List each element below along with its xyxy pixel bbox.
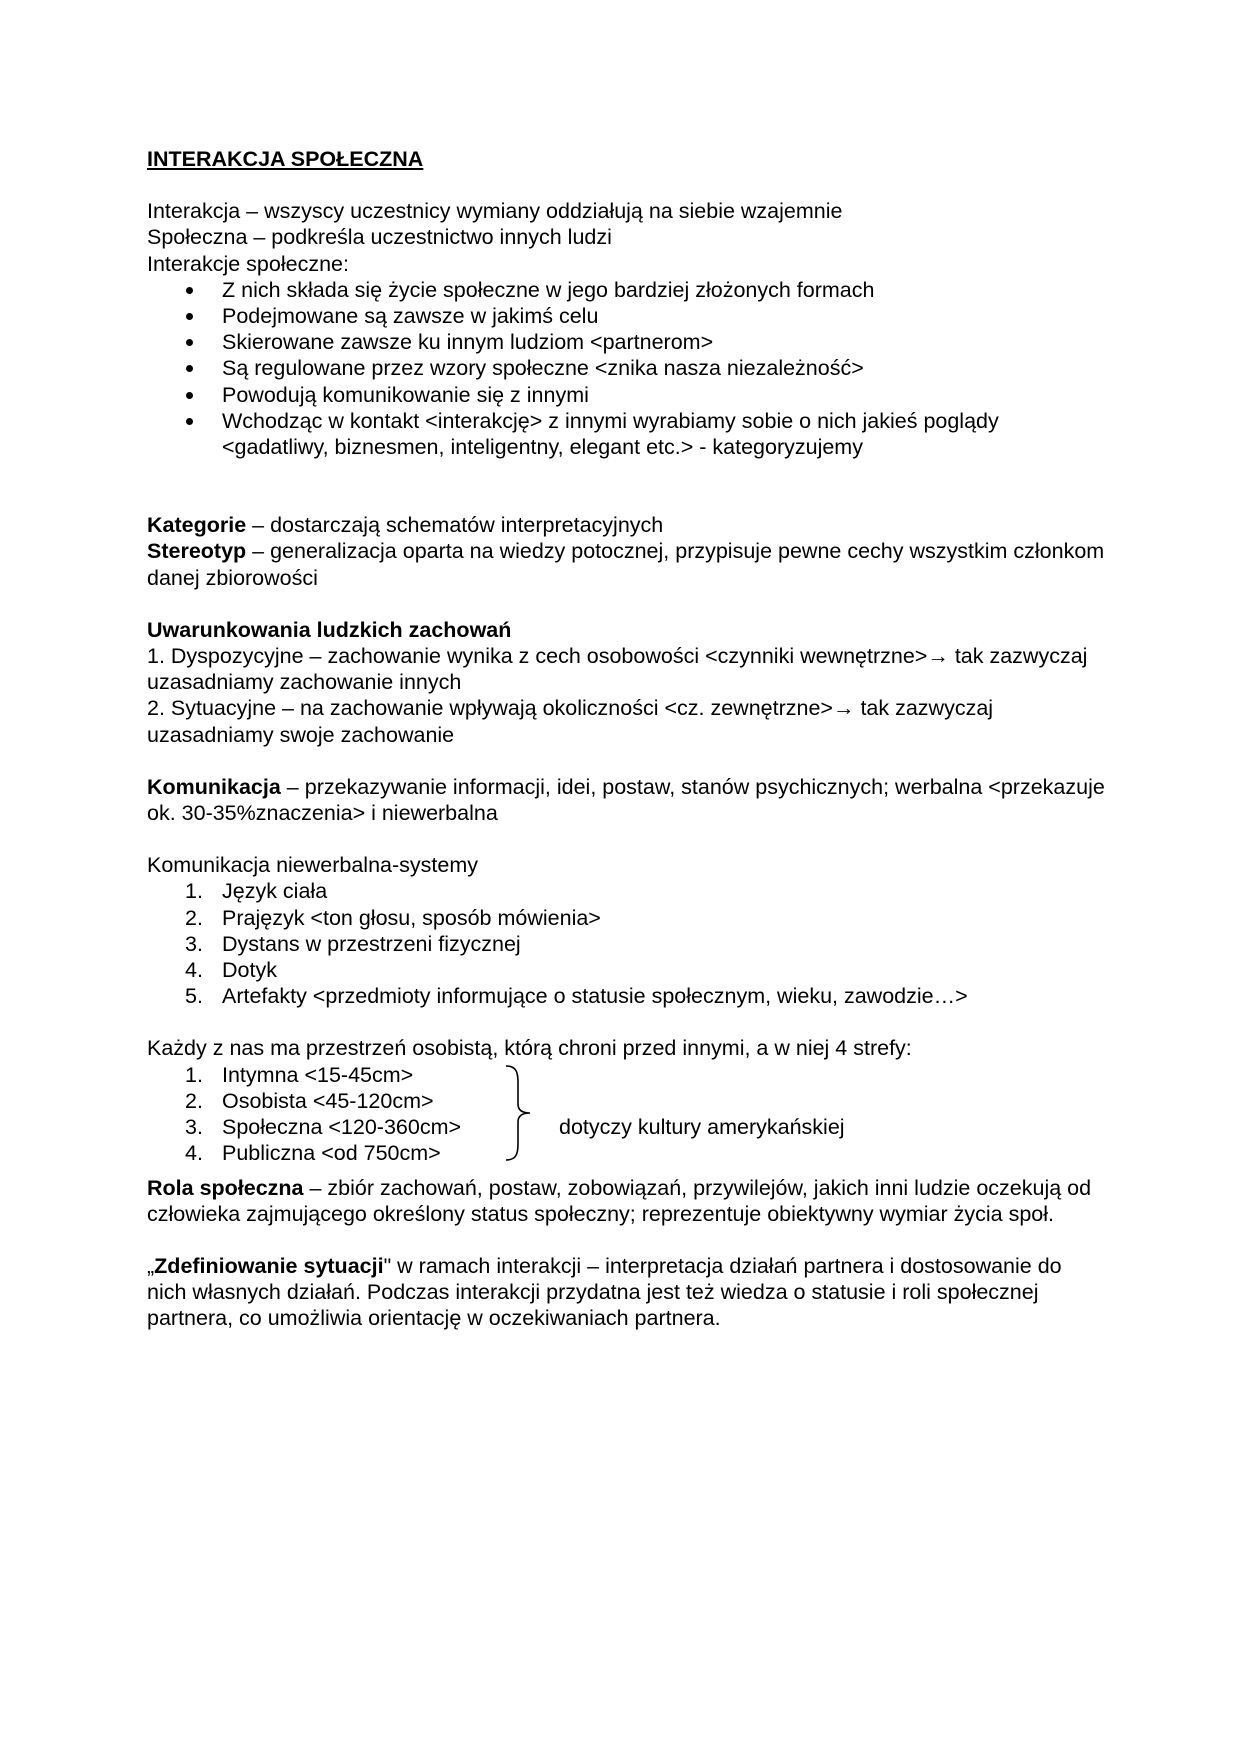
term: Rola społeczna	[147, 1175, 304, 1200]
list-item: Skierowane zawsze ku innym ludziom <partnerom>	[147, 329, 1107, 355]
section-heading: Komunikacja niewerbalna-systemy	[147, 853, 479, 878]
list-item	[147, 931, 1107, 957]
intro-line: Interakcje społeczne:	[147, 251, 349, 276]
personal-space-zones	[147, 1062, 1107, 1167]
brace-note: dotyczy kultury amerykańskiej	[559, 1114, 845, 1139]
list-item	[147, 957, 1107, 983]
list-text: Artefakty <przedmioty informujące o statusie społecznym, wieku, zawodzie…>	[222, 984, 968, 1009]
term: Zdefiniowanie sytuacji	[154, 1253, 384, 1278]
definition-text: – przekazywanie informacji, idei, postaw, stanów psychicznych; werbalna <przekazuje ok. 30-35%znaczenia> i niewerbalna	[147, 774, 1105, 826]
definition-text: – zbiór zachowań, postaw, zobowiązań, przywilejów, jakich inni ludzie oczekują od człowieka zajmującego określony status społeczny; reprezentuje obiektywny wymiar życia społ.	[147, 1175, 1092, 1226]
list-number: 5.	[185, 984, 203, 1009]
list-item	[147, 1062, 1107, 1088]
list-number: 2.	[185, 1088, 203, 1113]
section-heading: Uwarunkowania ludzkich zachowań	[147, 617, 512, 642]
right-brace-icon	[504, 1064, 534, 1162]
document-body	[147, 146, 1107, 1332]
list-item	[147, 1140, 1107, 1166]
list-item	[147, 905, 1107, 931]
list-item: Są regulowane przez wzory społeczne <znika nasza niezależność>	[147, 355, 1107, 381]
definition-komunikacja	[147, 774, 1107, 826]
list-number: 4.	[185, 1141, 203, 1166]
interaction-bullet-list	[147, 277, 1107, 460]
list-text: Intymna <15-45cm>	[222, 1062, 414, 1087]
intro-line: Interakcja – wszyscy uczestnicy wymiany oddziałują na siebie wzajemnie	[147, 199, 843, 224]
list-number: 2.	[185, 905, 203, 930]
definition-stereotyp	[147, 538, 1107, 590]
list-number: 1.	[185, 1062, 203, 1087]
list-text: Osobista <45-120cm>	[222, 1088, 434, 1113]
list-item: Podejmowane są zawsze w jakimś celu	[147, 303, 1107, 329]
list-text: Dotyk	[222, 958, 277, 983]
definition-text: – generalizacja oparta na wiedzy potocznej, przypisuje pewne cechy wszystkim członkom danej zbiorowości	[147, 539, 1105, 590]
term: Stereotyp	[147, 539, 247, 564]
page-title: INTERAKCJA SPOŁECZNA	[147, 147, 424, 171]
intro-line: Społeczna – podkreśla uczestnictwo innych ludzi	[147, 225, 612, 250]
list-number: 3.	[185, 1115, 203, 1140]
list-item: Powodują komunikowanie się z innymi	[147, 382, 1107, 408]
definition-text: – dostarczają schematów interpretacyjnych	[246, 513, 664, 538]
open-quote: „	[147, 1253, 155, 1278]
section-heading: Każdy z nas ma przestrzeń osobistą, którą chroni przed innymi, a w niej 4 strefy:	[147, 1036, 912, 1061]
list-item: Wchodząc w kontakt <interakcję> z innymi wyrabiamy sobie o nich jakieś poglądy <gadatliwy, biznesmen, inteligentny, elegant etc.> - kategoryzujemy	[147, 408, 1107, 460]
list-text: Społeczna <120-360cm>	[222, 1115, 462, 1140]
list-item: Z nich składa się życie społeczne w jego bardziej złożonych formach	[147, 277, 1107, 303]
list-item	[147, 878, 1107, 904]
term: Kategorie	[147, 513, 247, 538]
list-item	[147, 1088, 1107, 1114]
list-text: Prajęzyk <ton głosu, sposób mówienia>	[222, 905, 601, 930]
list-text: Język ciała	[222, 879, 328, 904]
definition-text: " w ramach interakcji – interpretacja działań partnera i dostosowanie do nich własnych działań. Podczas interakcji przydatna jest też wiedza o statusie i roli społecznej partnera, co umożliwia orientację w oczekiwaniach partnera.	[147, 1253, 1062, 1331]
list-number: 4.	[185, 958, 203, 983]
list-number: 1.	[185, 879, 203, 904]
list-text: Dystans w przestrzeni fizycznej	[222, 931, 521, 956]
definition-rola	[147, 1175, 1107, 1227]
definition-zdefiniowanie	[147, 1253, 1107, 1332]
paragraph: 2. Sytuacyjne – na zachowanie wpływają okoliczności <cz. zewnętrzne>→ tak zazwyczaj uzasadniamy swoje zachowanie	[147, 696, 994, 747]
list-item	[147, 983, 1107, 1009]
list-text: Publiczna <od 750cm>	[222, 1141, 441, 1166]
paragraph: 1. Dyspozycyjne – zachowanie wynika z cech osobowości <czynniki wewnętrzne>→ tak zazwyczaj uzasadniamy zachowanie innych	[147, 644, 1088, 695]
definition-kategorie	[147, 512, 1107, 538]
nonverbal-systems-list	[147, 878, 1107, 1009]
term: Komunikacja	[147, 774, 281, 799]
list-number: 3.	[185, 931, 203, 956]
